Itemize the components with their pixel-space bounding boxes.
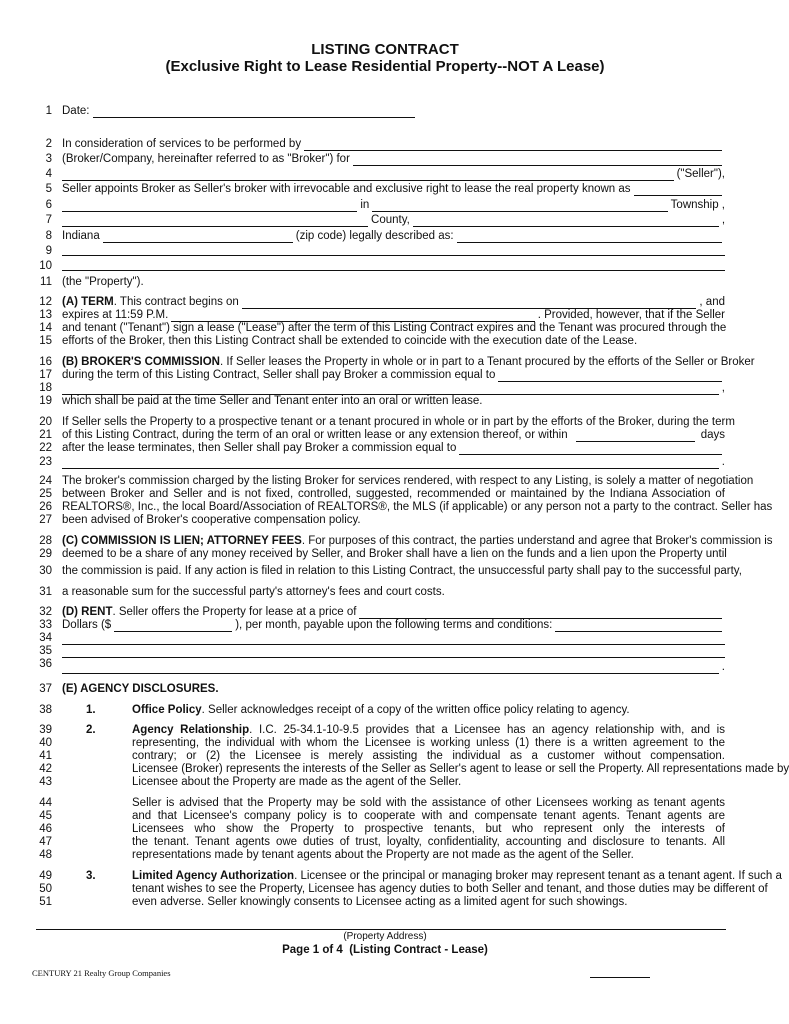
consideration-text: In consideration of services to be performed by xyxy=(62,138,302,150)
line-number: 32 xyxy=(39,606,52,618)
line-number: 20 xyxy=(39,416,52,428)
seller-row xyxy=(62,153,725,166)
rent-terms-line[interactable] xyxy=(62,644,725,645)
lien-text: . For purposes of this contract, the parties understand and agree that Broker's commission is xyxy=(301,535,773,547)
agency-relationship-row xyxy=(132,724,725,737)
line-number: 24 xyxy=(39,475,52,487)
legal-description-field[interactable] xyxy=(457,232,722,243)
sale-row-22 xyxy=(62,442,725,455)
line-number: 25 xyxy=(39,488,52,500)
provided-text: . Provided, however, that if the Seller xyxy=(537,309,725,321)
sale-row-21 xyxy=(62,429,725,442)
appoint-text: Seller appoints Broker as Seller's broker with irrevocable and exclusive right to lease the real property known as xyxy=(62,183,631,195)
line-number: 35 xyxy=(39,645,52,657)
company-name: CENTURY 21 Realty Group Companies xyxy=(32,968,171,978)
county-field[interactable] xyxy=(62,216,368,227)
line-number: 7 xyxy=(45,214,52,226)
expires-field[interactable] xyxy=(171,311,534,322)
agency-text-42: Licensee (Broker) represents the interests of the Seller as Seller's agent to lease or sell the Property. All representations made by xyxy=(132,763,789,775)
property-address-field[interactable] xyxy=(36,929,726,930)
line-number: 8 xyxy=(45,230,52,242)
line-number: 21 xyxy=(39,429,52,441)
line-number: 17 xyxy=(39,369,52,381)
line-number: 26 xyxy=(39,501,52,513)
seller-name-field[interactable] xyxy=(353,155,722,166)
line-number: 12 xyxy=(39,296,52,308)
comma: , xyxy=(721,214,726,226)
line-number: 48 xyxy=(39,849,52,861)
line-number: 51 xyxy=(39,896,52,908)
rent-dollars-row xyxy=(62,619,725,632)
agency-text-46: Licensees who show the Property to prospective tenants, but who represent only the interests of xyxy=(132,823,725,835)
line-number: 28 xyxy=(39,535,52,547)
page-indicator xyxy=(0,944,770,956)
seller-row-2 xyxy=(62,168,725,181)
sale-row-23 xyxy=(62,456,725,469)
term-row xyxy=(62,296,725,309)
agency-text-39: . I.C. 25-34.1-10-9.5 provides that a Licensee has an agency relationship with, and is xyxy=(249,724,725,736)
line-number: 5 xyxy=(45,183,52,195)
agency-text-44: Seller is advised that the Property may be sold with the assistance of other Licensees working as tenant agents xyxy=(132,797,725,809)
term-text-15: efforts of the Broker, then this Listing Contract shall be extended to coincide with the execution date of the Lease. xyxy=(62,335,638,347)
commission-heading: (B) BROKER'S COMMISSION xyxy=(62,356,220,368)
page-number: Page 1 of 4 xyxy=(282,944,343,956)
line-number: 11 xyxy=(40,276,52,288)
agency-text-47: the tenant. Tenant agents owe duties of trust, loyalty, confidentiality, accounting and disclosure to tenants. All xyxy=(132,836,725,848)
sale-commission-field[interactable] xyxy=(459,444,722,455)
agency-relationship-heading: Agency Relationship xyxy=(132,724,250,736)
commission-equal-text: during the term of this Listing Contract, Seller shall pay Broker a commission equal to xyxy=(62,369,496,381)
limited-agency-text-51: even adverse. Seller knowingly consents to Licensee acting as a limited agent for such showings. xyxy=(132,896,628,908)
seller-name-field-2[interactable] xyxy=(62,170,674,181)
comma: , xyxy=(721,382,725,394)
limited-agency-row xyxy=(132,870,782,883)
office-policy-heading: Office Policy xyxy=(132,704,202,716)
address-field[interactable] xyxy=(62,201,357,212)
line-number: 49 xyxy=(39,870,52,882)
term-text-14: and tenant ("Tenant") sign a lease ("Lease") after the term of this Listing Contract expires and the Tenant was procured through the xyxy=(62,322,727,334)
zip-label: (zip code) legally described as: xyxy=(295,230,454,242)
line-number: 29 xyxy=(39,548,52,560)
sale-text-22: after the lease terminates, then Seller shall pay Broker a commission equal to xyxy=(62,442,457,454)
line-number: 15 xyxy=(39,335,52,347)
line-number: 19 xyxy=(39,395,52,407)
lien-heading: (C) COMMISSION IS LIEN; ATTORNEY FEES xyxy=(62,535,302,547)
line-number: 6 xyxy=(45,199,52,211)
lien-text-31: a reasonable sum for the successful party's attorney's fees and court costs. xyxy=(62,586,445,598)
line-number: 10 xyxy=(39,260,52,272)
dollars-label: Dollars ($ xyxy=(62,619,112,631)
term-heading: (A) TERM xyxy=(62,296,114,308)
rent-price-field[interactable] xyxy=(359,608,722,619)
commission-equal-row xyxy=(62,369,725,382)
line-number: 2 xyxy=(45,138,52,150)
date-row xyxy=(62,105,418,118)
county-field-2[interactable] xyxy=(413,216,719,227)
negotiation-text-26: REALTORS®, Inc., the local Board/Association of REALTORS®, the MLS (if applicable) or any person not a party to the contract. Seller has xyxy=(62,501,773,513)
line-number: 50 xyxy=(39,883,52,895)
line-number: 40 xyxy=(39,737,52,749)
negotiation-text-24: The broker's commission charged by the listing Broker for services rendered, with respect to any Listing, is solely a matter of negotiation xyxy=(62,475,754,487)
line-number: 18 xyxy=(39,382,52,394)
item-number: 3. xyxy=(86,870,96,882)
line-number: 36 xyxy=(39,658,52,670)
sale-text-21: of this Listing Contract, during the term of an oral or written lease or any extension thereof, or within xyxy=(62,429,568,441)
line-number: 34 xyxy=(39,632,52,644)
county-row xyxy=(62,214,725,227)
document-title: LISTING CONTRACT xyxy=(311,41,459,58)
page-form-name: (Listing Contract - Lease) xyxy=(349,944,488,956)
initials-field[interactable] xyxy=(590,977,650,978)
line-number: 44 xyxy=(39,797,52,809)
line-number: 16 xyxy=(39,356,52,368)
line-number: 1 xyxy=(45,105,52,117)
office-policy-row xyxy=(132,704,725,717)
broker-row xyxy=(62,138,725,151)
rent-terms-field-2[interactable] xyxy=(62,663,719,674)
agency-text-43: Licensee about the Property are made as the agent of the Seller. xyxy=(132,776,462,788)
rent-terms-text: ), per month, payable upon the following terms and conditions: xyxy=(235,619,553,631)
term-and: , and xyxy=(699,296,725,308)
rent-terms-field[interactable] xyxy=(555,621,722,632)
agency-text-41: contrary; or (2) the Licensee is merely assisting the individual as a customer without compensation. xyxy=(132,750,725,762)
township-label: Township , xyxy=(670,199,726,211)
line-number: 31 xyxy=(39,586,52,598)
limited-agency-text-50: tenant wishes to see the Property, Licensee has agency duties to both Seller and tenant, and those duties may be different of xyxy=(132,883,768,895)
line-number: 33 xyxy=(39,619,52,631)
legal-description-line[interactable] xyxy=(62,255,725,256)
line-number: 3 xyxy=(45,153,52,165)
line-number: 14 xyxy=(39,322,52,334)
sale-commission-field-2[interactable] xyxy=(62,458,719,469)
commission-field[interactable] xyxy=(498,371,722,382)
commission-field-2[interactable] xyxy=(62,384,719,395)
line-number: 42 xyxy=(39,763,52,775)
township-row xyxy=(62,199,725,212)
line-number: 27 xyxy=(39,514,52,526)
property-label: (the "Property"). xyxy=(62,276,144,288)
negotiation-text-27: been advised of Broker's cooperative compensation policy. xyxy=(62,514,361,526)
rent-row xyxy=(62,606,725,619)
days-field[interactable] xyxy=(576,431,695,442)
lien-text-30: the commission is paid. If any action is filed in relation to this Listing Contract, the unsuccessful party shall pay to the successful party, xyxy=(62,565,742,577)
township-field[interactable] xyxy=(372,201,667,212)
office-policy-text: . Seller acknowledges receipt of a copy of the written office policy relating to agency. xyxy=(201,704,630,716)
line-number: 4 xyxy=(45,168,52,180)
commission-row xyxy=(62,356,755,369)
line-number: 41 xyxy=(39,750,52,762)
line-number: 13 xyxy=(39,309,52,321)
appoint-row xyxy=(62,183,725,196)
line-number: 46 xyxy=(39,823,52,835)
broker-name-field[interactable] xyxy=(304,140,722,151)
property-known-as-field[interactable] xyxy=(634,185,722,196)
indiana-row xyxy=(62,230,725,243)
line-number: 9 xyxy=(45,245,52,257)
commission-text: . If Seller leases the Property in whole or in part to a Tenant procured by the efforts of the Seller or Broker xyxy=(220,356,755,368)
line-number: 47 xyxy=(39,836,52,848)
legal-description-line[interactable] xyxy=(62,270,725,271)
expires-label: expires at 11:59 P.M. xyxy=(62,309,169,321)
in-label: in xyxy=(360,199,370,211)
agency-text-45: and that Licensee's company policy is to cooperate with and compensate tenant agents. Tenant agents are xyxy=(132,810,725,822)
line-number: 30 xyxy=(39,565,52,577)
rent-amount-field[interactable] xyxy=(114,621,232,632)
document-subtitle: (Exclusive Right to Lease Residential Property--NOT A Lease) xyxy=(165,58,605,75)
date-field[interactable] xyxy=(93,107,416,118)
line-number: 39 xyxy=(39,724,52,736)
limited-agency-heading: Limited Agency Authorization xyxy=(132,870,295,882)
agency-text-48: representations made by tenant agents about the Property are not made as the agent of the Seller. xyxy=(132,849,634,861)
item-number: 1. xyxy=(86,704,96,716)
date-label: Date: xyxy=(62,105,90,117)
zip-field[interactable] xyxy=(103,232,293,243)
commission-line-18 xyxy=(62,382,725,395)
line-number: 45 xyxy=(39,810,52,822)
line-number: 37 xyxy=(39,683,52,695)
line-number: 38 xyxy=(39,704,52,716)
county-label: County, xyxy=(371,214,410,226)
agency-heading: (E) AGENCY DISCLOSURES. xyxy=(62,683,219,695)
broker-company-text: (Broker/Company, hereinafter referred to as "Broker") for xyxy=(62,153,350,165)
agency-text-40: representing, the individual with whom the Licensee is working unless (1) there is a written agreement to the xyxy=(132,737,725,749)
rent-heading: (D) RENT xyxy=(62,606,113,618)
rent-terms-row-36 xyxy=(62,661,725,674)
term-start-field[interactable] xyxy=(242,298,697,309)
term-text: . This contract begins on xyxy=(113,296,239,308)
negotiation-text-25: between Broker and Seller and is not fixed, controlled, suggested, recommended or maintained by the Indiana Association of xyxy=(62,488,725,500)
line-number: 23 xyxy=(39,456,52,468)
line-number: 43 xyxy=(39,776,52,788)
seller-label: ("Seller"), xyxy=(676,168,725,180)
period: . xyxy=(721,456,725,468)
limited-agency-text-49: . Licensee or the principal or managing broker may represent tenant as a tenant agent. If such a xyxy=(294,870,782,882)
lien-row xyxy=(62,535,773,548)
indiana-label: Indiana xyxy=(62,230,100,242)
days-label: days xyxy=(700,429,725,441)
commission-paid-text: which shall be paid at the time Seller and Tenant enter into an oral or written lease. xyxy=(62,395,483,407)
rent-text: . Seller offers the Property for lease at a price of xyxy=(112,606,357,618)
period: . xyxy=(721,661,725,673)
sale-text-20: If Seller sells the Property to a prospective tenant or a tenant procured in whole or in part by the efforts of the Broker, during the term xyxy=(62,416,735,428)
property-address-label: (Property Address) xyxy=(343,931,427,942)
line-number: 22 xyxy=(39,442,52,454)
rent-terms-line[interactable] xyxy=(62,657,725,658)
lien-text-29: deemed to be a share of any money received by Seller, and Broker shall have a lien on the funds and a lien upon the Property until xyxy=(62,548,727,560)
expires-row xyxy=(62,309,725,322)
item-number: 2. xyxy=(86,724,96,736)
